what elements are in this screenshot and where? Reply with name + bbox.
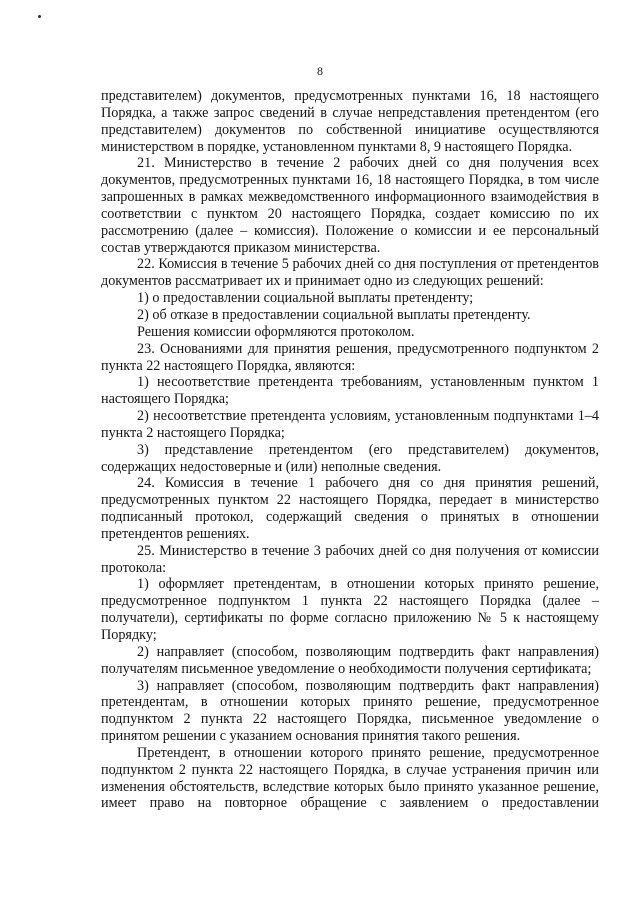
paragraph-reapplication: Претендент, в отношении которого принято решение, предусмотренное подпунктом 2 пункта 22 настоящего Порядка, в случае устранения причин или изменения обстоятельств, вследствие которых было принято указанное решение, имеет право на повторное обращение с заявлением о предоставлении bbox=[101, 744, 599, 812]
page-number: 8 bbox=[317, 64, 323, 78]
paragraph-23: 23. Основаниями для принятия решения, предусмотренного подпунктом 2 пункта 22 настоящего Порядка, являются: bbox=[101, 340, 599, 374]
paragraph-25-item-1: 1) оформляет претендентам, в отношении которых принято решение, предусмотренное подпунктом 1 пункта 22 настоящего Порядка (далее – получатели), сертификаты по форме согласно приложению № 5 к настоящему Порядку; bbox=[101, 576, 599, 643]
paragraph-25-item-2: 2) направляет (способом, позволяющим подтвердить факт направления) получателям письменное уведомление о необходимости получения сертификата; bbox=[101, 643, 599, 677]
paragraph-continuation: представителем) документов, предусмотренных пунктами 16, 18 настоящего Порядка, а также запрос сведений в случае непредставления претендентом (его представителем) документов по собственной инициативе осуществляются министерством в порядке, установленном пунктами 8, 9 настоящего Порядка. bbox=[101, 88, 599, 155]
paragraph-23-item-2: 2) несоответствие претендента условиям, установленным подпунктами 1–4 пункта 2 настоящего Порядка; bbox=[101, 408, 599, 441]
paragraph-23-item-3: 3) представление претендентом (его представителем) документов, содержащих недостоверные и (или) неполные сведения. bbox=[101, 441, 599, 475]
paragraph-22-note: Решения комиссии оформляются протоколом. bbox=[137, 323, 415, 340]
body-text bbox=[101, 88, 599, 812]
paragraph-23-item-1: 1) несоответствие претендента требованиям, установленным пунктом 1 настоящего Порядка; bbox=[101, 374, 599, 408]
paragraph-24: 24. Комиссия в течение 1 рабочего дня со дня принятия решений, предусмотренных пунктом 22 настоящего Порядка, передает в министерство подписанный протокол, содержащий сведения о принятых в отношении претендентов решениях. bbox=[101, 475, 599, 542]
paragraph-25-item-3: 3) направляет (способом, позволяющим подтвердить факт направления) претендентам, в отношении которых принято решение, предусмотренное подпунктом 2 пункта 22 настоящего Порядка, письменное уведомление о принятом решении с указанием основания принятия такого решения. bbox=[101, 677, 599, 745]
paragraph-22-item-1: 1) о предоставлении социальной выплаты претенденту; bbox=[137, 290, 474, 307]
scan-mark bbox=[38, 15, 41, 18]
paragraph-22-item-2: 2) об отказе в предоставлении социальной выплаты претенденту. bbox=[137, 306, 531, 323]
paragraph-22: 22. Комиссия в течение 5 рабочих дней со дня поступления от претендентов документов рассматривает их и принимает одно из следующих решений: bbox=[101, 256, 599, 290]
paragraph-25: 25. Министерство в течение 3 рабочих дней со дня получения от комиссии протокола: bbox=[101, 542, 599, 576]
paragraph-21: 21. Министерство в течение 2 рабочих дней со дня получения всех документов, предусмотренных пунктами 16, 18 настоящего Порядка, в том числе запрошенных в рамках межведомственного информационного взаимодействия в соответствии с пунктом 20 настоящего Порядка, создает комиссию по их рассмотрению (далее – комиссия). Положение о комиссии и ее персональный состав утверждаются приказом министерства. bbox=[101, 155, 599, 256]
